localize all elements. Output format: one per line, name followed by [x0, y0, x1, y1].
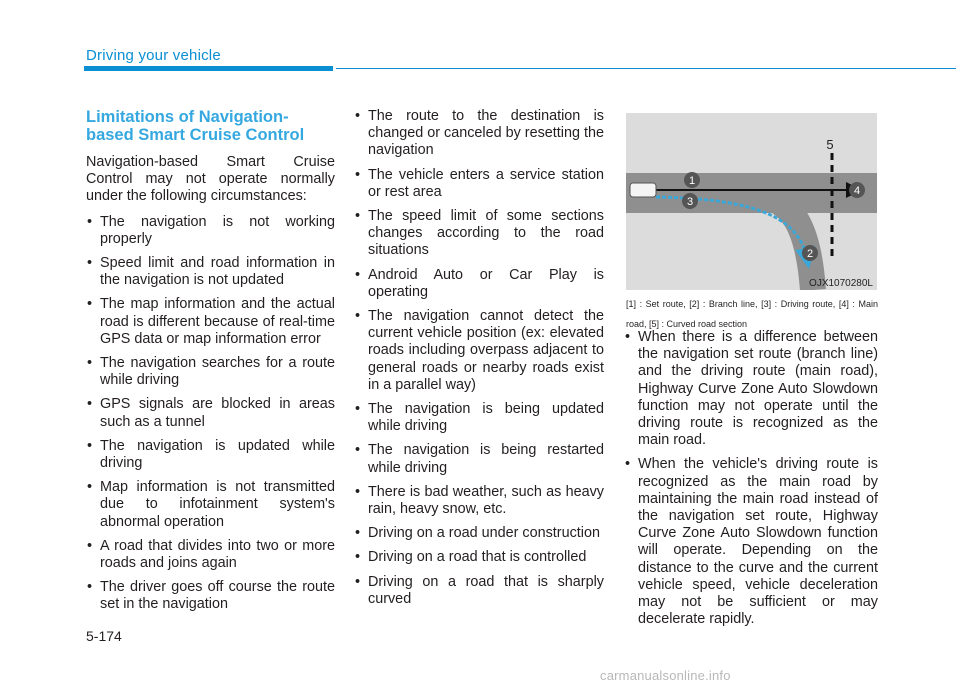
list-item: • The route to the destination is changed or canceled by resetting the navigation: [354, 108, 604, 160]
list-item: • Speed limit and road information in the navigation is not updated: [86, 255, 335, 289]
middle-bullet-list: [354, 108, 604, 608]
list-item: • The navigation cannot detect the current vehicle position (ex: elevated roads including overpass adjacent to general roads or nearby roads exist in a parallel way): [354, 308, 604, 394]
route-diagram: [626, 113, 877, 290]
route-diagram-svg: [626, 113, 877, 290]
marker-1: [684, 172, 700, 188]
intro-paragraph: Navigation-based Smart Cruise Control may not operate normally under the following circumstances:: [86, 154, 335, 205]
left-bullet-list: [86, 214, 335, 614]
vehicle: [630, 183, 656, 197]
list-item: • The navigation is being updated while driving: [354, 401, 604, 435]
list-item: • When the vehicle's driving route is recognized as the main road by maintaining the main road instead of the navigation set route, Highway Curve Zone Auto Slowdown function will operate. Depending on the distance to the curve and the current vehicle speed, vehicle deceleration may not be sufficient or may decelerate rapidly.: [624, 456, 878, 628]
figure-code: OJX1070280L: [809, 278, 873, 289]
list-item: • A road that divides into two or more roads and joins again: [86, 538, 335, 572]
list-item: • When there is a difference between the navigation set route (branch line) and the driving route (main road), Highway Curve Zone Auto Slowdown function may not operate until the driving route is recognized as the main road.: [624, 329, 878, 449]
list-item: • The map information and the actual road is different because of real-time GPS data or map information error: [86, 296, 335, 348]
marker-3: [682, 193, 698, 209]
left-column: [86, 108, 335, 621]
section-heading: Limitations of Navigation-based Smart Cruise Control: [86, 108, 305, 144]
list-item: • Driving on a road under construction: [354, 525, 604, 542]
section-header: Driving your vehicle: [86, 47, 221, 64]
svg-text:2: 2: [806, 248, 814, 260]
svg-text:4: 4: [853, 185, 861, 197]
list-item: • The navigation is being restarted while driving: [354, 442, 604, 476]
list-item: • The navigation searches for a route while driving: [86, 355, 335, 389]
svg-text:3: 3: [686, 196, 694, 208]
page-number: 5-174: [86, 628, 122, 644]
right-bullet-list: [624, 329, 878, 628]
list-item: • The vehicle enters a service station or rest area: [354, 167, 604, 201]
list-item: • Driving on a road that is controlled: [354, 549, 604, 566]
header-rule-thick: [84, 66, 333, 71]
list-item: • The navigation is updated while driving: [86, 438, 335, 472]
list-item: • The speed limit of some sections changes according to the road situations: [354, 208, 604, 260]
list-item: • There is bad weather, such as heavy rain, heavy snow, etc.: [354, 484, 604, 518]
watermark: carmanualsonline.info: [600, 668, 731, 683]
list-item: • Driving on a road that is sharply curved: [354, 574, 604, 608]
list-item: • The driver goes off course the route set in the navigation: [86, 579, 335, 613]
svg-text:1: 1: [688, 175, 696, 187]
right-column: [624, 329, 878, 635]
figure-caption: [1] : Set route, [2] : Branch line, [3] : Driving route, [4] : Main road, [5] : Curved road section: [626, 299, 878, 329]
marker-4: [849, 182, 865, 198]
middle-column: [354, 108, 604, 615]
marker-5: 5: [826, 137, 834, 152]
list-item: • Android Auto or Car Play is operating: [354, 267, 604, 301]
list-item: • The navigation is not working properly: [86, 214, 335, 248]
header-rule-thin: [336, 68, 956, 69]
marker-2: [802, 245, 818, 261]
list-item: • GPS signals are blocked in areas such as a tunnel: [86, 396, 335, 430]
list-item: • Map information is not transmitted due to infotainment system's abnormal operation: [86, 479, 335, 531]
